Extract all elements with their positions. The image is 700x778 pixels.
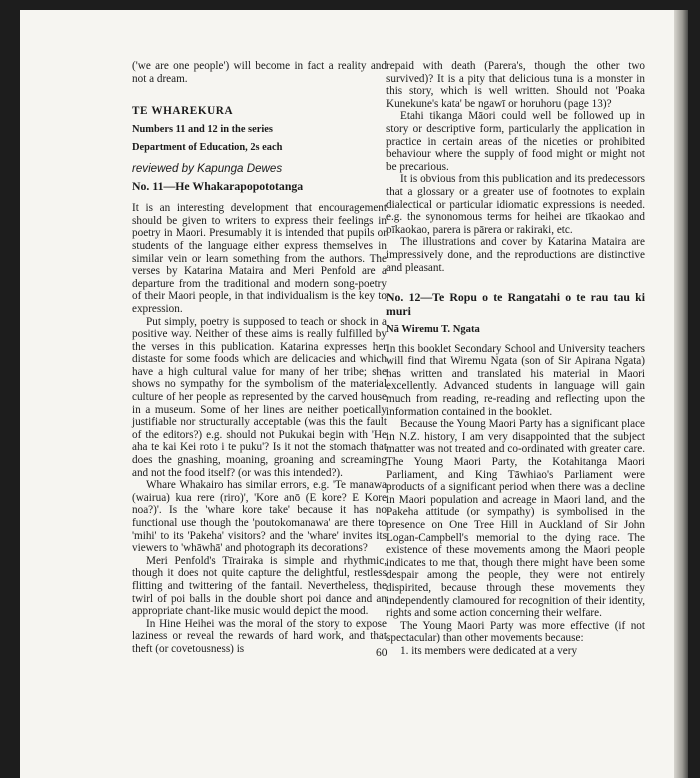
body-paragraph: In this booklet Secondary School and University teachers will find that Wiremu Ngata (son of Sir Apirana Ngata) has written and translated his material in Maori excellently. Advanced students in language will gain much from reading, re-reading and reflecting upon the information contained in the booklet. bbox=[386, 342, 645, 418]
body-paragraph: Meri Penfold's Tīrairaka is simple and rhythmic, though it does not quite capture the delightful, restless flitting and twittering of the fantail. Nevertheless, the twirl of poi balls in the double short poi dance and an appropriate chant-like music would depict the mood. bbox=[132, 554, 387, 618]
body-paragraph: The illustrations and cover by Katarina Mataira are impressively done, and the reproductions are distinctive and pleasant. bbox=[386, 236, 645, 274]
body-paragraph: 1. its members were dedicated at a very bbox=[400, 644, 578, 657]
right-column bbox=[386, 60, 645, 658]
body-paragraph: Put simply, poetry is supposed to teach or shock in a positive way. Neither of these aims is really fulfilled by the verses in this publication. Katarina expresses her distaste for some foods which are delicacies and which have a high cultural value for many of her tribe; she shows no sympathy for the symbolism of the material culture of her people as represented by the carved house in a museum. Some of her lines are neither poetically justifiable nor structurally acceptable (was this the fault of the editors?) e.g. should not Pukukai begin with 'He aha te kai Kei roto i te puku'? Is it not the stomach that does the gnashing, moaning, groaning and screaming and not the food itself? (or was this intended?). bbox=[132, 315, 387, 479]
review-heading: TE WHAREKURA bbox=[132, 105, 234, 118]
intro-paragraph: ('we are one people') will become in fact a reality and not a dream. bbox=[132, 60, 387, 85]
book-page bbox=[20, 10, 688, 778]
page-gutter-shadow bbox=[674, 10, 688, 778]
body-paragraph: It is an interesting development that encouragement should be given to writers to express their feelings in poetry in Maori. Presumably it is intended that pupils or students of the language either express themselves in similar vein or learn something from the authors. The verses by Katarina Mataira and Meri Penfold are a departure from the traditional and modern song-poetry of their Maori people, in that individualism is the key to expression. bbox=[132, 202, 387, 315]
series-line: Numbers 11 and 12 in the series bbox=[132, 123, 273, 135]
left-column bbox=[132, 60, 387, 656]
body-paragraph: Etahi tikanga Māori could well be followed up in story or descriptive form, particularly the application in practice in certain areas of the niceties or prohibited behaviour where the supply of food might or might not be precarious. bbox=[386, 110, 645, 173]
reviewer-byline: reviewed by Kapunga Dewes bbox=[132, 161, 283, 175]
section-heading-11: No. 11—He Whakarapopototanga bbox=[132, 178, 304, 193]
body-paragraph: Because the Young Maori Party has a significant place in N.Z. history, I am very disappointed that the subject matter was not treated and co-ordinated with greater care. The Young Maori Party, the Kotahitanga Maori Parliament, and King Tāwhiao's Parliament were products of a significant period when there was a decline in Maori population and acreage in Maori land, and the Pakeha attitude (or sympathy) is symbolised in the presence on One Tree Hill in Auckland of Sir John Logan-Campbell's memorial to the dying race. The existence of these movements among the Maori people indicates to me that, though there might have been some despair among the people, they were not entirely dispirited, because through these movements they independently clamoured for recognition of their identity, rights and some action concerning their welfare. bbox=[386, 418, 645, 620]
body-paragraph: It is obvious from this publication and its predecessors that a glossary or a greater use of footnotes to explain dialectical or particular idiomatic expressions is needed. e.g. the synonomous terms for heihei are tīkaokao and pīkaokao, parera is pārera or rakiraki, etc. bbox=[386, 173, 645, 236]
page-number: 60 bbox=[376, 647, 388, 659]
section-heading-12: No. 12—Te Ropu o te Rangatahi o te rau tau ki muri bbox=[386, 290, 645, 319]
publisher-line: Department of Education, 2s each bbox=[132, 142, 283, 154]
body-paragraph: The Young Maori Party was more effective (if not spectacular) than other movements because: bbox=[386, 619, 645, 645]
body-paragraph: Whare Whakairo has similar errors, e.g. 'Te manawa (wairua) kua rere (riro)', 'Kore anō (E kore? E Kore noa?)'. Is the 'whare kore take' because it has no functional use though the 'poutokomanawa' are there to 'mihi' to its 'Pakeha' visitors? and the 'whare' invites its viewers to 'whāwhā' and photograph its decorations? bbox=[132, 479, 387, 555]
author-line: Nā Wiremu T. Ngata bbox=[386, 324, 480, 336]
body-paragraph: In Hine Heihei was the moral of the story to expose laziness or reveal the rewards of hard work, and that theft (or covetousness) is bbox=[132, 617, 387, 655]
body-paragraph: repaid with death (Parera's, though the other two survived)? It is a pity that delicious tuna is a monster in this story, which is well written. Should not 'Poaka Kunekune's kata' be ngawī or horuhoru (page 13)? bbox=[386, 60, 645, 110]
